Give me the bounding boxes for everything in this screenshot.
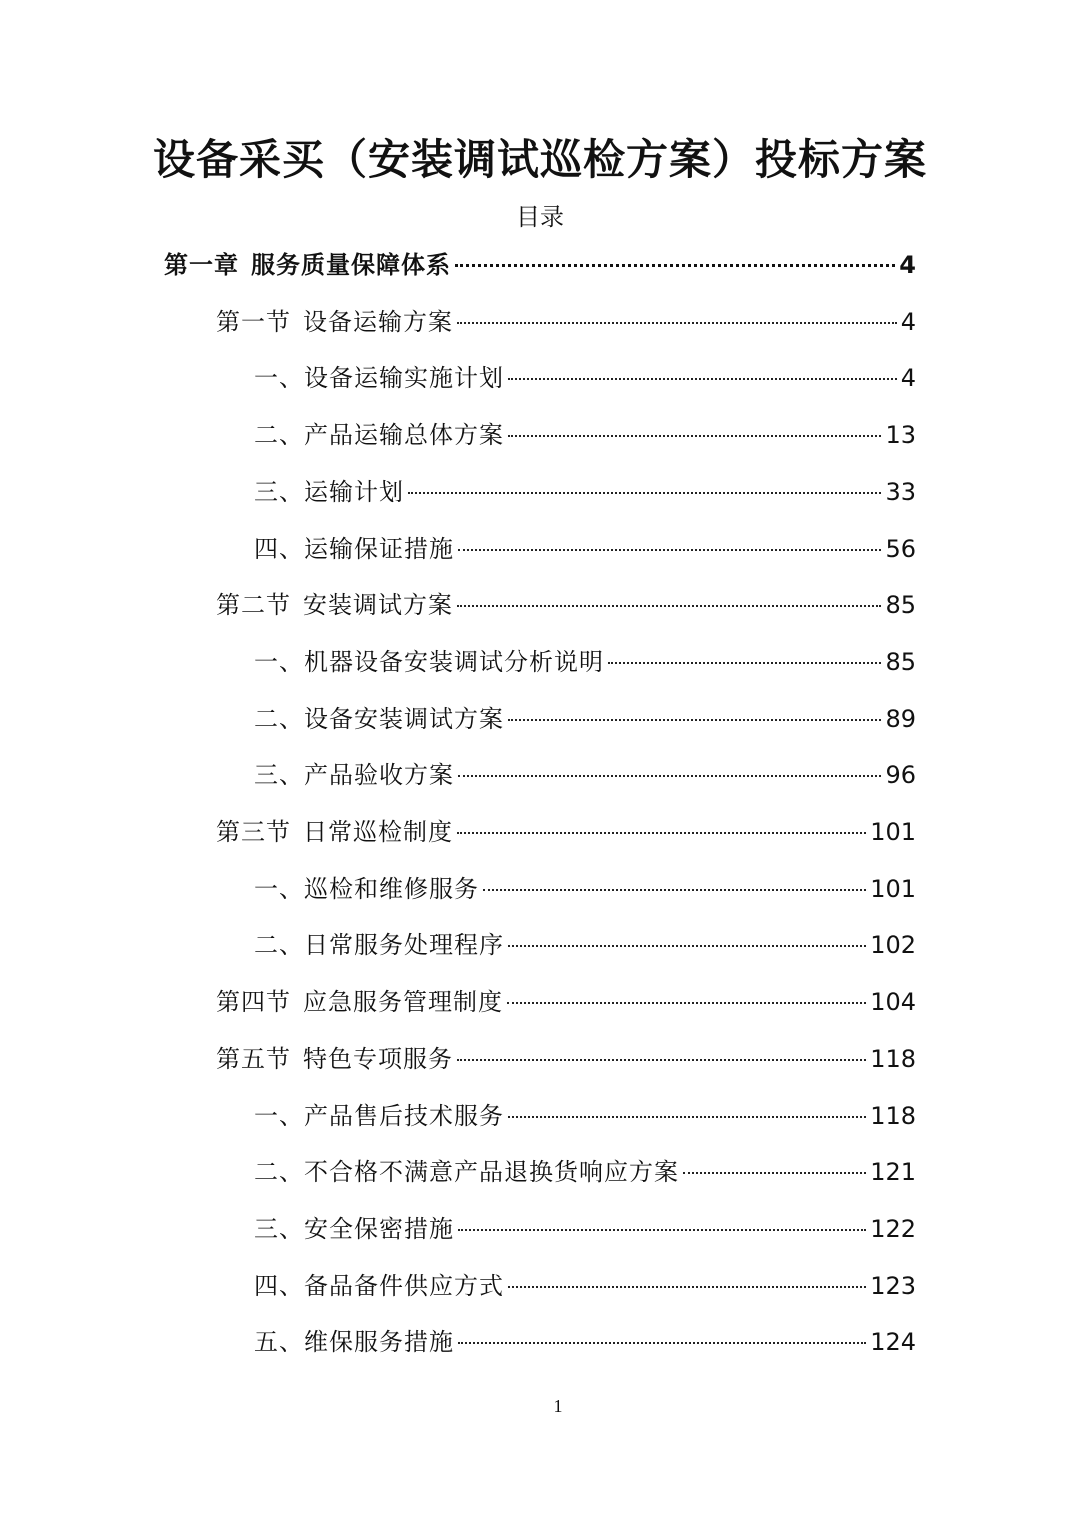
toc-entry-title: 二、设备安装调试方案 <box>254 704 504 733</box>
toc-entry-label <box>254 925 504 965</box>
toc-entry-page: 89 <box>885 704 916 733</box>
toc-entry-page: 96 <box>885 761 916 790</box>
toc-entry-title: 一、机器设备安装调试分析说明 <box>254 647 604 676</box>
toc-entry-title: 四、备品备件供应方式 <box>254 1271 504 1300</box>
toc-entry-label <box>254 472 404 512</box>
toc-entry-title: 一、巡检和维修服务 <box>254 874 479 903</box>
toc-entry-title: 安装调试方案 <box>303 591 453 620</box>
toc-entry-title: 日常巡检制度 <box>303 818 453 846</box>
toc-entry[interactable] <box>254 415 916 455</box>
toc-entry-page: 124 <box>870 1328 916 1357</box>
toc-entry[interactable] <box>254 1266 916 1306</box>
toc-entry[interactable] <box>254 472 916 512</box>
toc-entry-label <box>164 245 451 285</box>
toc-entry-label <box>216 1039 453 1079</box>
toc-dot-leader <box>458 1342 866 1344</box>
toc-entry[interactable] <box>254 358 916 398</box>
toc-entry-label <box>254 415 504 455</box>
toc-entry-page: 85 <box>885 591 916 620</box>
toc-entry-page: 104 <box>870 988 916 1017</box>
toc-entry-label <box>254 699 504 739</box>
toc-entry-label <box>216 585 453 625</box>
toc-entry-page: 118 <box>870 1101 916 1130</box>
toc-entry[interactable] <box>216 302 916 342</box>
toc-dot-leader <box>508 378 897 380</box>
toc-dot-leader <box>458 549 881 551</box>
toc-entry[interactable] <box>254 1322 916 1362</box>
toc-entry-prefix: 第三节 <box>216 818 291 846</box>
toc-entry[interactable] <box>254 869 916 909</box>
toc-entry-label <box>254 1266 504 1306</box>
toc-dot-leader <box>608 662 881 664</box>
toc-entry-title: 三、产品验收方案 <box>254 761 454 790</box>
toc-dot-leader <box>508 435 881 437</box>
toc-entry[interactable] <box>254 925 916 965</box>
toc-entry-label <box>254 358 504 398</box>
toc-entry-page: 4 <box>900 364 916 393</box>
toc-dot-leader <box>457 1059 866 1061</box>
toc-entry-label <box>254 1209 454 1249</box>
toc-entry[interactable] <box>216 1039 916 1079</box>
toc-entry[interactable] <box>254 1209 916 1249</box>
toc-dot-leader <box>408 492 881 494</box>
toc-entry-prefix: 第四节 <box>216 988 291 1017</box>
toc-entry-page: 33 <box>885 477 916 506</box>
toc-entry-title: 二、日常服务处理程序 <box>254 931 504 960</box>
toc-entry-label <box>254 1152 679 1192</box>
toc-dot-leader <box>457 322 897 324</box>
toc-entry-title: 五、维保服务措施 <box>254 1328 454 1357</box>
toc-entry-prefix: 第五节 <box>216 1044 291 1073</box>
toc-entry-title: 三、安全保密措施 <box>254 1214 454 1243</box>
toc-entry-label <box>254 1322 454 1362</box>
toc-dot-leader <box>458 775 881 777</box>
toc-entry[interactable] <box>254 699 916 739</box>
toc-entry-label <box>254 755 454 795</box>
toc-entry-label <box>216 302 453 342</box>
toc-entry-prefix: 第一章 <box>164 250 239 279</box>
document-title: 设备采买（安装调试巡检方案）投标方案 <box>152 135 927 184</box>
toc-entry-page: 4 <box>900 307 916 336</box>
toc-entry-prefix: 第一节 <box>216 307 291 336</box>
toc-entry-title: 设备运输方案 <box>303 307 453 336</box>
toc-entry-page: 121 <box>870 1158 916 1187</box>
toc-entry-title: 一、产品售后技术服务 <box>254 1101 504 1130</box>
toc-entry-page: 118 <box>870 1044 916 1073</box>
toc-entry-label <box>254 529 454 569</box>
toc-dot-leader <box>455 264 895 267</box>
toc-dot-leader <box>507 1002 866 1004</box>
toc-entry-title: 应急服务管理制度 <box>303 988 503 1017</box>
toc-dot-leader <box>683 1172 866 1174</box>
toc-entry[interactable] <box>216 812 916 852</box>
toc-entry-page: 4 <box>899 251 916 279</box>
toc-entry-title: 特色专项服务 <box>303 1044 453 1073</box>
toc-entry-page: 101 <box>870 818 916 846</box>
toc-dot-leader <box>457 605 881 607</box>
toc-dot-leader <box>508 945 866 947</box>
toc-entry[interactable] <box>216 585 916 625</box>
toc-entry[interactable] <box>164 245 916 285</box>
toc-heading: 目录 <box>516 203 564 231</box>
toc-entry-page: 85 <box>885 647 916 676</box>
toc-entry-page: 122 <box>870 1214 916 1243</box>
toc-dot-leader <box>483 889 866 891</box>
toc-entry-prefix: 第二节 <box>216 591 291 620</box>
toc-dot-leader <box>457 832 866 834</box>
toc-entry-label <box>254 1096 504 1136</box>
page-number: 1 <box>553 1396 563 1416</box>
toc-entry-label <box>254 869 479 909</box>
toc-entry-page: 123 <box>870 1271 916 1300</box>
toc-entry[interactable] <box>216 982 916 1022</box>
toc-entry-page: 101 <box>870 874 916 903</box>
toc-entry-title: 服务质量保障体系 <box>251 250 451 279</box>
toc-entry-title: 一、设备运输实施计划 <box>254 364 504 393</box>
toc-dot-leader <box>508 1116 866 1118</box>
toc-entry-page: 13 <box>885 421 916 450</box>
toc-dot-leader <box>458 1229 866 1231</box>
toc-entry[interactable] <box>254 642 916 682</box>
toc-entry-page: 102 <box>870 931 916 960</box>
toc-entry[interactable] <box>254 755 916 795</box>
toc-entry[interactable] <box>254 1152 916 1192</box>
toc-dot-leader <box>508 1286 866 1288</box>
toc-entry[interactable] <box>254 529 916 569</box>
toc-entry-title: 二、产品运输总体方案 <box>254 421 504 450</box>
toc-entry-label <box>254 642 604 682</box>
toc-entry-title: 三、运输计划 <box>254 477 404 506</box>
toc-dot-leader <box>508 719 881 721</box>
toc-entry-label <box>216 982 503 1022</box>
toc-entry[interactable] <box>254 1096 916 1136</box>
toc-entry-title: 四、运输保证措施 <box>254 534 454 563</box>
toc-entry-title: 二、不合格不满意产品退换货响应方案 <box>254 1158 679 1187</box>
toc-entry-page: 56 <box>885 534 916 563</box>
toc-entry-label <box>216 812 453 852</box>
